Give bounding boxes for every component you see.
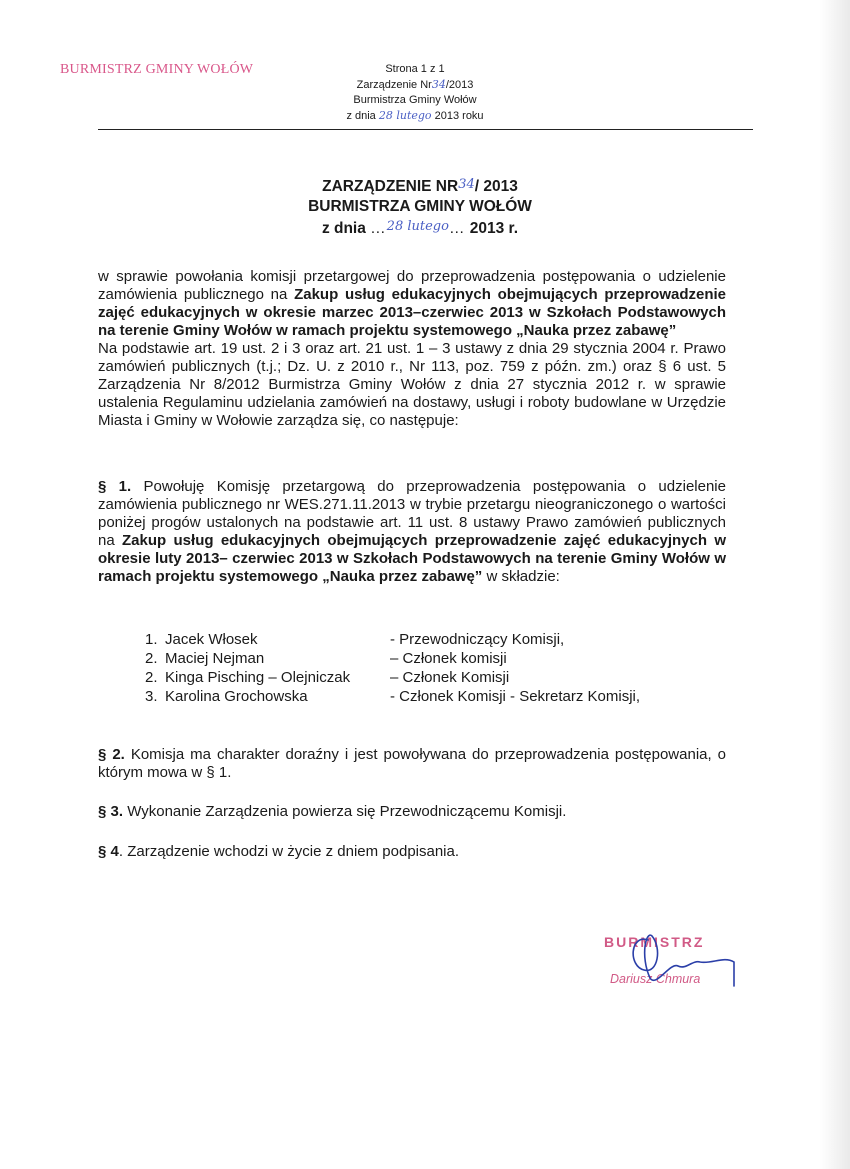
member-row: 1. Jacek Włosek - Przewodniczący Komisji, (145, 631, 565, 648)
member-role: - Członek Komisji - Sekretarz Komisji, (390, 688, 641, 705)
title-line-3: z dnia …28 lutego… 2013 r. (321, 219, 519, 237)
subject-bold: Zakup usług edukacyjnych obejmujących przeprowadzenie zajęć edukacyjnych w okresie luty 2013– czerwiec 2013 w Szkołach Podstawowych na terenie Gminy Wołów w ramach projektu systemowego „Nauka przez zabawę” (98, 532, 726, 585)
member-name: Karolina Grochowska (165, 688, 308, 705)
header-issuer: Burmistrza Gminy Wołów (353, 94, 477, 106)
member-row: 2. Maciej Nejman – Członek komisji (145, 650, 507, 667)
handwritten-number: 34 (431, 78, 446, 91)
subject-bold: Zakup usług edukacyjnych obejmujących przeprowadzenie zajęć edukacyjnych w okresie marzec 2013–czerwiec 2013 w Szkołach Podstawowych na terenie Gminy Wołów w ramach projektu systemowego „Nauka przez zabawę” (98, 286, 727, 339)
member-name: Maciej Nejman (165, 650, 265, 667)
committee-member-list (145, 630, 685, 706)
paragraph-1: § 1. Powołuję Komisję przetargową do przeprowadzenia postępowania o udzielenie zamówienia publicznego nr WES.271.11.2013 w trybie przetargu nieograniczonego o wartości poniżej progów ustalonych na podstawie art. 11 ust. 8 ustawy Prawo zamówień publicznych na Zakup usług edukacyjnych obejmujących przeprowadzenie zajęć edukacyjnych w okresie luty 2013– czerwiec 2013 w Szkołach Podstawowych na terenie Gminy Wołów w ramach projektu systemowego „Nauka przez zabawę” w składzie: (98, 478, 726, 585)
member-row: 2. Kinga Pisching – Olejniczak – Członek Komisji (145, 669, 510, 686)
document-title (250, 175, 590, 239)
header-order-number: Zarządzenie Nr34/2013 (356, 78, 474, 91)
header-divider (98, 129, 753, 130)
member-name: Jacek Włosek (165, 631, 258, 648)
handwritten-date: 28 lutego (378, 109, 432, 122)
handwritten-number: 34 (458, 177, 475, 192)
stamp-title: BURMISTRZ (604, 934, 705, 950)
member-role: - Przewodniczący Komisji, (390, 631, 565, 648)
paragraph-label: § 1. (98, 478, 132, 495)
stamp-name: Dariusz Chmura (610, 972, 701, 986)
scan-edge (820, 0, 850, 1169)
legal-basis: Na podstawie art. 19 ust. 2 i 3 oraz art. 21 ust. 1 – 3 ustawy z dnia 29 stycznia 2004 r. Prawo zamówień publicznych (t.j.; Dz. U. z 2010 r., Nr 113, poz. 759 z późn. zm.) oraz § 6 ust. 5 Zarządzenia Nr 8/2012 Burmistrza Gminy Wołów z dnia 27 stycznia 2012 r. w sprawie ustalenia Regulaminu udzielania zamówień na dostawy, usługi i roboty budowlane w Urzędzie Miasta i Gminy w Wołowie zarządza się, co następuje: (98, 340, 726, 429)
title-line-1: ZARZĄDZENIE NR34/ 2013 (322, 177, 518, 195)
letterhead: BURMISTRZ GMINY WOŁÓW (60, 62, 254, 77)
paragraph-label: § 4 (98, 843, 119, 860)
member-row: 3. Karolina Grochowska - Członek Komisji - Sekretarz Komisji, (145, 688, 641, 705)
paragraph-2: § 2. Komisja ma charakter doraźny i jest powoływana do przeprowadzenia postępowania, o którym mowa w § 1. (98, 746, 726, 781)
document-header (300, 62, 530, 124)
handwritten-signature (600, 926, 750, 996)
member-role: – Członek komisji (390, 650, 507, 667)
title-line-2: BURMISTRZA GMINY WOŁÓW (308, 198, 532, 215)
header-date: z dnia 28 lutego 2013 roku (346, 109, 484, 122)
handwritten-date: 28 lutego (386, 219, 449, 234)
paragraph-4: § 4. Zarządzenie wchodzi w życie z dniem podpisania. (98, 843, 460, 860)
paragraph-3: § 3. Wykonanie Zarządzenia powierza się Przewodniczącemu Komisji. (98, 803, 567, 820)
paragraph-label: § 3. (98, 803, 124, 820)
member-name: Kinga Pisching – Olejniczak (165, 669, 351, 686)
signature-stamp (600, 926, 750, 996)
paragraph-label: § 2. (98, 746, 125, 763)
member-role: – Członek Komisji (390, 669, 510, 686)
page-number: Strona 1 z 1 (385, 63, 445, 75)
intro-paragraph: w sprawie powołania komisji przetargowej do przeprowadzenia postępowania o udzielenie zamówienia publicznego na Zakup usług edukacyjnych obejmujących przeprowadzenie zajęć edukacyjnych w okresie marzec 2013–czerwiec 2013 w Szkołach Podstawowych na terenie Gminy Wołów w ramach projektu systemowego „Nauka przez zabawę” Na podstawie art. 19 ust. 2 i 3 oraz art. 21 ust. 1 – 3 ustawy z dnia 29 stycznia 2004 r. Prawo zamówień publicznych (t.j.; Dz. U. z 2010 r., Nr 113, poz. 759 z późn. zm.) oraz § 6 ust. 5 Zarządzenia Nr 8/2012 Burmistrza Gminy Wołów z dnia 27 stycznia 2012 r. w sprawie ustalenia Regulaminu udzielania zamówień na dostawy, usługi i roboty budowlane w Urzędzie Miasta i Gminy w Wołowie zarządza się, co następuje: (98, 268, 727, 429)
